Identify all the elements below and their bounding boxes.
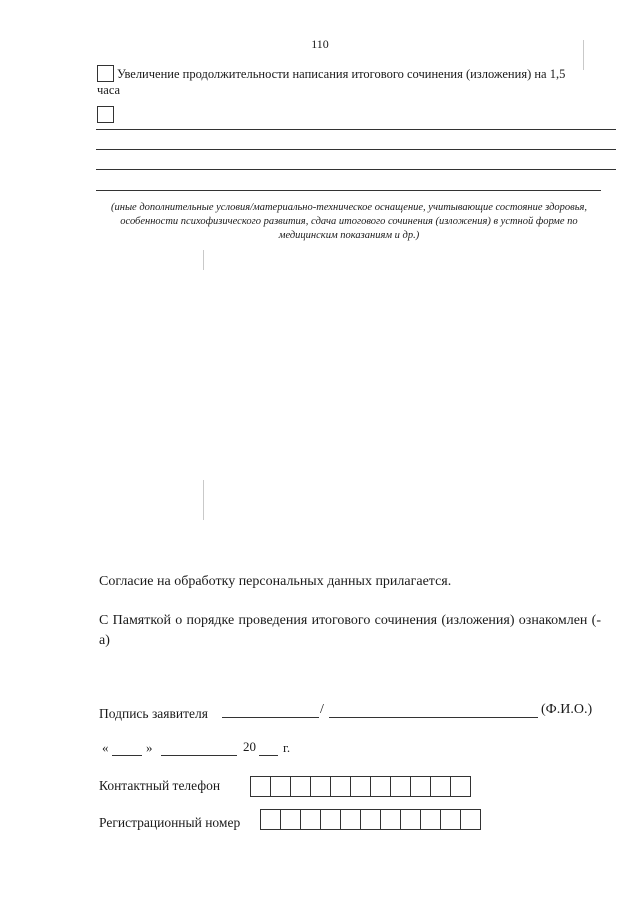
phone-digit-cell[interactable] <box>310 776 331 797</box>
phone-digit-cell[interactable] <box>270 776 291 797</box>
consent-text: Согласие на обработку персональных данных прилагается. <box>99 574 452 589</box>
phone-digit-cell[interactable] <box>430 776 451 797</box>
conditions-note: (иные дополнительные условия/материально-техническое оснащение, учитывающие состояние здоровья, особенности психофизического развития, сдача итогового сочинения (изложения) в устной форме по медицинским показаниям и др.) <box>110 202 588 241</box>
reg-digit-cell[interactable] <box>400 809 421 830</box>
phone-digit-cell[interactable] <box>290 776 311 797</box>
reg-digit-cell[interactable] <box>300 809 321 830</box>
scan-mark <box>203 250 204 270</box>
fio-field[interactable] <box>329 703 538 718</box>
phone-label: Контактный телефон <box>99 778 221 793</box>
phone-digit-cell[interactable] <box>370 776 391 797</box>
phone-digit-cell[interactable] <box>350 776 371 797</box>
phone-cells[interactable] <box>250 776 470 797</box>
conditions-line-1 <box>96 129 616 130</box>
memo-text: С Памяткой о порядке проведения итогового сочинения (изложения) ознакомлен (-а) <box>99 613 601 648</box>
phone-digit-cell[interactable] <box>330 776 351 797</box>
signature-field[interactable] <box>222 703 319 718</box>
reg-digit-cell[interactable] <box>440 809 461 830</box>
date-year-prefix: 20 <box>243 739 256 754</box>
reg-digit-cell[interactable] <box>260 809 281 830</box>
date-year-field[interactable] <box>259 741 278 756</box>
phone-digit-cell[interactable] <box>390 776 411 797</box>
page-number: 110 <box>311 37 329 51</box>
reg-cells[interactable] <box>260 809 480 830</box>
extended-time-label-cont: часа <box>97 83 121 97</box>
reg-digit-cell[interactable] <box>280 809 301 830</box>
reg-label: Регистрационный номер <box>99 815 241 830</box>
reg-digit-cell[interactable] <box>320 809 341 830</box>
other-conditions-checkbox[interactable] <box>97 106 114 123</box>
signature-separator: / <box>320 702 324 717</box>
scan-mark <box>203 480 204 520</box>
phone-digit-cell[interactable] <box>410 776 431 797</box>
conditions-line-4 <box>96 190 601 191</box>
reg-digit-cell[interactable] <box>460 809 481 830</box>
date-day-field[interactable] <box>112 741 142 756</box>
phone-digit-cell[interactable] <box>450 776 471 797</box>
reg-digit-cell[interactable] <box>360 809 381 830</box>
signature-label: Подпись заявителя <box>99 706 208 721</box>
reg-digit-cell[interactable] <box>420 809 441 830</box>
date-close-quote: » <box>146 740 153 755</box>
date-open-quote: « <box>102 740 109 755</box>
extended-time-checkbox[interactable] <box>97 65 114 82</box>
fio-label: (Ф.И.О.) <box>541 702 593 717</box>
conditions-line-3 <box>96 169 616 170</box>
date-month-field[interactable] <box>161 741 237 756</box>
conditions-line-2 <box>96 149 616 150</box>
phone-digit-cell[interactable] <box>250 776 271 797</box>
date-year-suffix: г. <box>283 740 291 755</box>
extended-time-label: Увеличение продолжительности написания итогового сочинения (изложения) на 1,5 <box>117 67 566 81</box>
reg-digit-cell[interactable] <box>340 809 361 830</box>
reg-digit-cell[interactable] <box>380 809 401 830</box>
